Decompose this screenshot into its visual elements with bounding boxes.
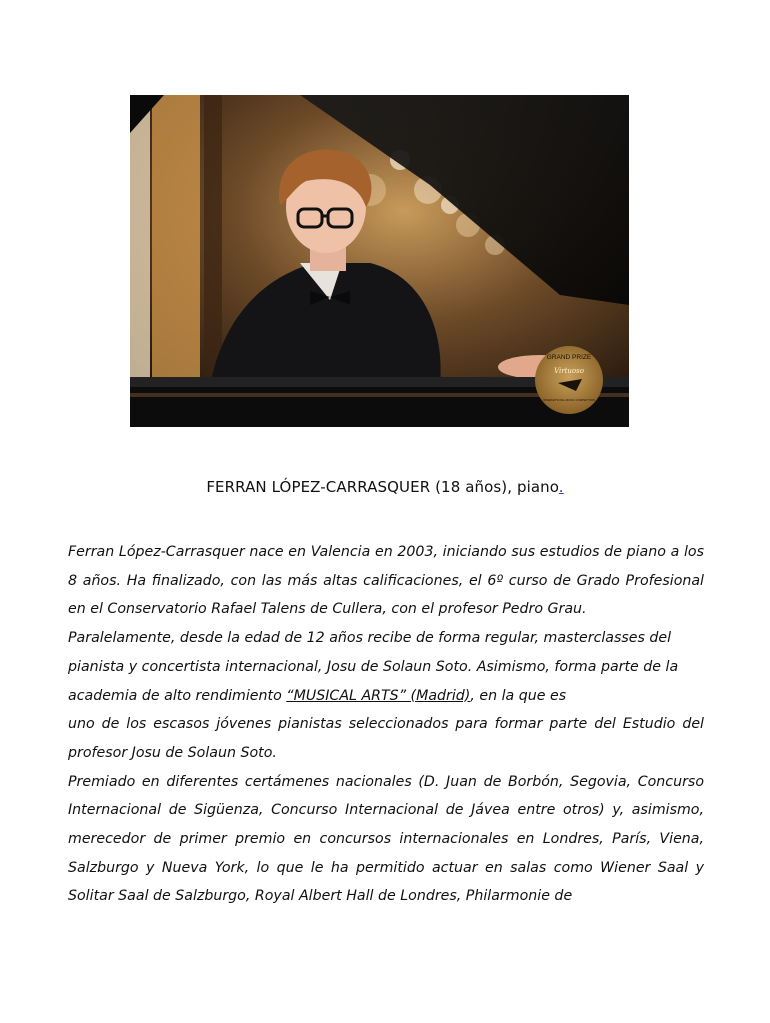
- bio-paragraph-3: uno de los escasos jóvenes pianistas seleccionados para formar parte del Estudio del profesor Josu de Solaun Soto.: [68, 716, 704, 761]
- svg-text:INTERNATIONAL MUSIC COMPETITIO: INTERNATIONAL MUSIC COMPETITION: [542, 398, 596, 402]
- bio-paragraph-2-end: , en la que es: [470, 687, 567, 704]
- title-text: FERRAN LÓPEZ-CARRASQUER (18 años), piano: [206, 478, 559, 496]
- svg-text:GRAND PRIZE: GRAND PRIZE: [546, 354, 592, 361]
- musical-arts-link[interactable]: “MUSICAL ARTS” (Madrid): [286, 687, 471, 704]
- pianist-photo: [130, 95, 629, 427]
- bio-paragraph-2: [68, 624, 704, 710]
- bio-paragraph-1: Ferran López-Carrasquer nace en Valencia en 2003, iniciando sus estudios de piano a los 8 años. Ha finalizado, con las más altas calificaciones, el 6º curso de Grado Profesional en el Conservatorio Rafael Talens de Cullera, con el profesor Pedro Grau.: [68, 544, 704, 618]
- grand-prize-badge: [535, 346, 603, 414]
- svg-text:Virtuoso: Virtuoso: [554, 367, 584, 375]
- pianist-illustration: [130, 95, 629, 427]
- page-title: [0, 478, 770, 496]
- bio-text: [68, 538, 704, 911]
- bio-paragraph-2-start: Paralelamente, desde la edad de 12 años recibe de forma regular, masterclasses del pianista y concertista internacional, Josu de Solaun Soto. Asimismo, forma parte de la academia de alto rendimiento: [68, 630, 679, 704]
- bio-paragraph-4: Premiado en diferentes certámenes nacionales (D. Juan de Borbón, Segovia, Concurso Internacional de Sigüenza, Concurso Internacional de Jávea entre otros) y, asimismo, merecedor de primer premio en concursos internacionales en Londres, París, Viena, Salzburgo y Nueva York, lo que le ha permitido actuar en salas como Wiener Saal y Solitar Saal de Salzburgo, Royal Albert Hall de Londres, Philarmonie de: [68, 773, 704, 905]
- title-trail: .: [558, 478, 564, 496]
